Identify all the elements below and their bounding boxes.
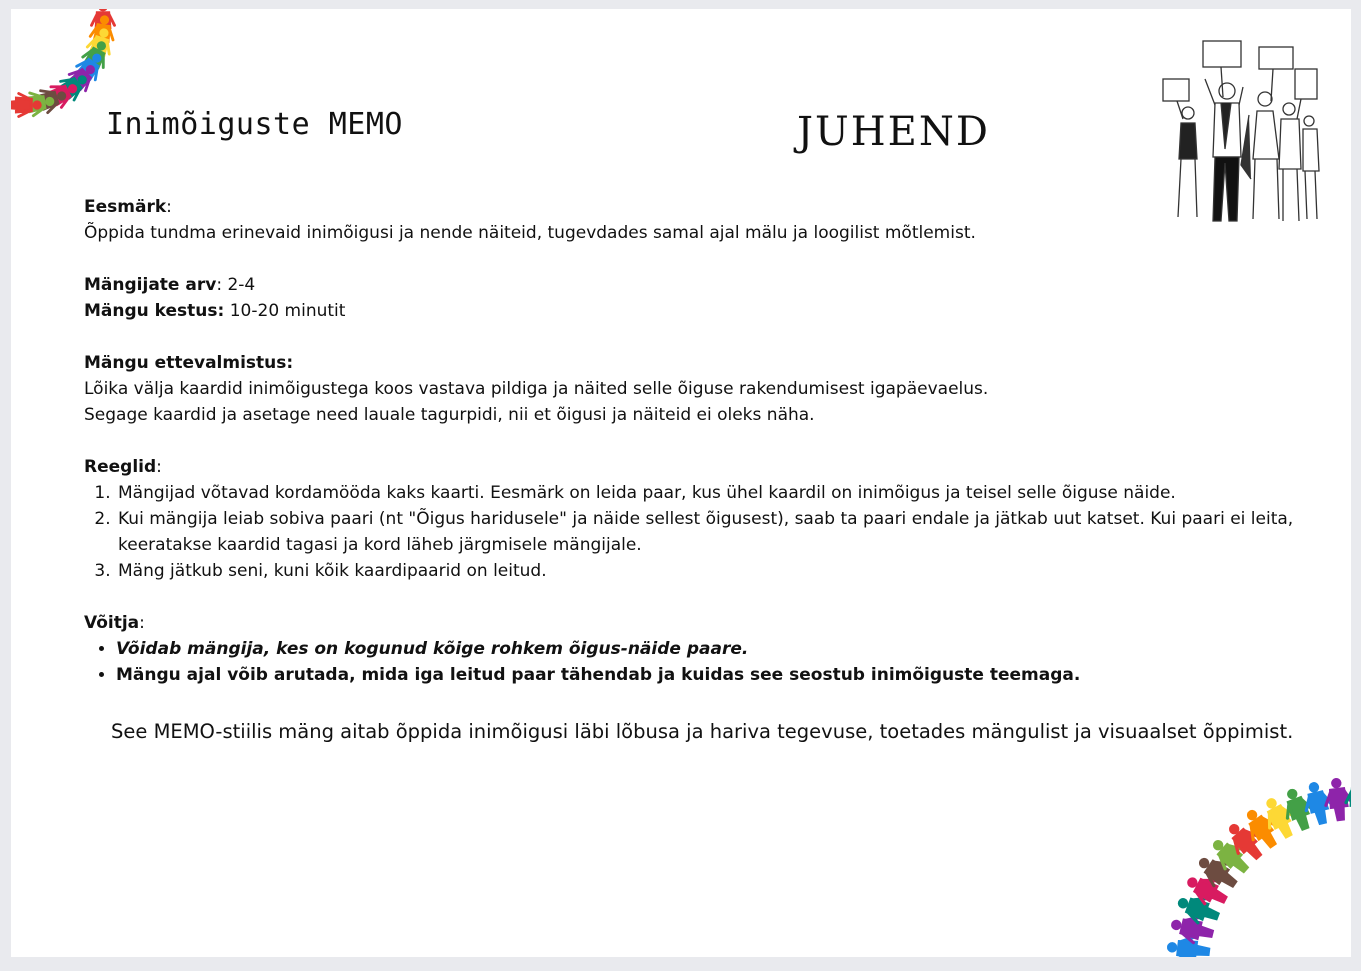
winner-item: • Võidab mängija, kes on kogunud kõige rohkem õigus-näide paare. <box>116 636 1314 662</box>
goal-heading: Eesmärk: <box>84 197 172 217</box>
goal-text: Õppida tundma erinevaid inimõigusi ja nende näiteid, tugevdades samal ajal mälu ja loogilist mõtlemist. <box>84 223 976 243</box>
preparation-label: Mängu ettevalmistus: <box>84 353 294 373</box>
guide-title: JUHEND <box>797 109 990 155</box>
closing-sentence: See MEMO-stiilis mäng aitab õppida inimõigusi läbi lõbusa ja hariva tegevuse, toetades mängulist ja visuaalset õppimist. <box>111 720 1294 743</box>
players-label: Mängijate arv <box>84 275 217 295</box>
duration-label: Mängu kestus: <box>84 301 225 321</box>
people-ring-bottom-right-icon <box>1161 754 1351 957</box>
rule-item: 1. Mängijad võtavad kordamööda kaks kaarti. Eesmärk on leida paar, kus ühel kaardil on inimõigus ja teisel selle õiguse näide. <box>116 480 1314 506</box>
memo-title: Inimõiguste MEMO <box>106 107 403 142</box>
players-line: Mängijate arv: 2-4 <box>84 275 256 295</box>
winner-heading: Võitja: <box>84 613 145 633</box>
preparation-line-2: Segage kaardid ja asetage need lauale tagurpidi, nii et õigusi ja näiteid ei oleks näha. <box>84 405 815 425</box>
instructions-body <box>84 194 1314 688</box>
winner-list <box>84 636 1314 688</box>
rules-list <box>84 480 1314 584</box>
rule-item: 3. Mäng jätkub seni, kuni kõik kaardipaarid on leitud. <box>116 558 1314 584</box>
rules-label: Reeglid <box>84 457 157 477</box>
document-page <box>11 9 1351 957</box>
winner-label: Võitja <box>84 613 140 633</box>
duration-value: 10-20 minutit <box>229 301 346 321</box>
winner-item: • Mängu ajal võib arutada, mida iga leitud paar tähendab ja kuidas see seostub inimõiguste teemaga. <box>116 662 1314 688</box>
duration-line <box>84 298 1314 324</box>
preparation-line-1: Lõika välja kaardid inimõigustega koos vastava pildiga ja näited selle õiguse rakendumisest igapäevaelus. <box>84 379 989 399</box>
preparation-heading <box>84 350 1314 376</box>
players-value: 2-4 <box>227 275 256 295</box>
rules-heading: Reeglid: <box>84 457 162 477</box>
rule-item: 2. Kui mängija leiab sobiva paari (nt "Õigus haridusele" ja näide sellest õigusest), saab ta paari endale ja jätkab uut katset. Kui paari ei leita, keeratakse kaardid tagasi ja kord läheb järgmisele mängijale. <box>116 506 1314 558</box>
goal-label: Eesmärk <box>84 197 167 217</box>
